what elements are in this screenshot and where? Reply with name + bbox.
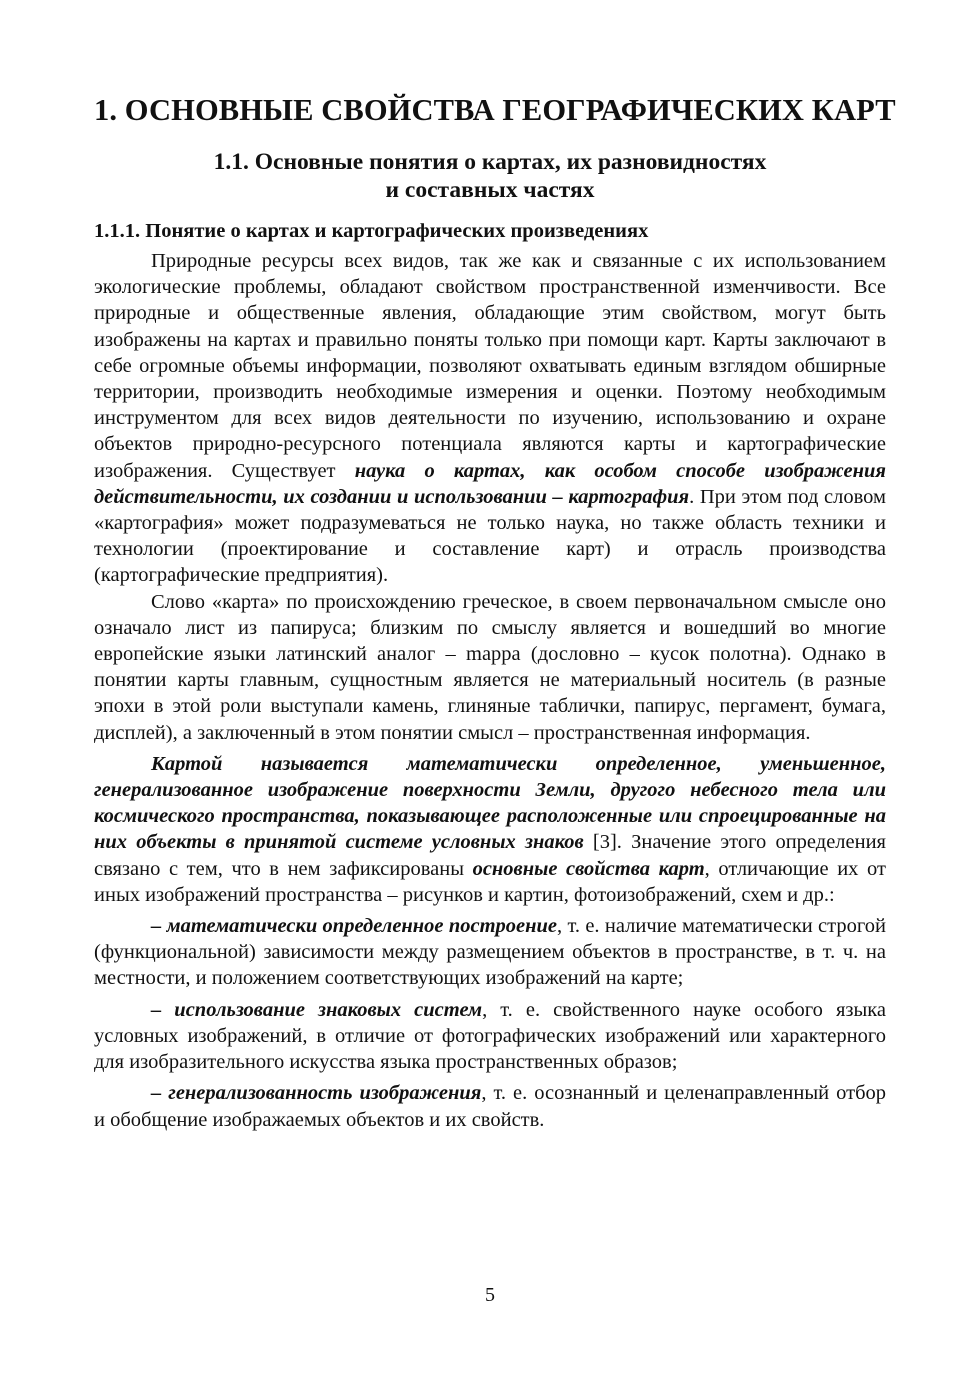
page-number: 5	[485, 1284, 495, 1306]
list-item-text: , т. е. наличие математически строгой (функциональной) зависимости между размещением объектов в пространстве, в т. ч. на местности, и положением соответствующих изображений на карте;	[94, 915, 886, 990]
paragraph-3	[94, 751, 886, 908]
map-definition: Картой называется математически определенное, уменьшенное, генерализованное изображение поверхности Земли, другого небесного тела или космического пространства, показывающее расположенные или спроецированные на них объекты в принятой системе условных знаков	[94, 752, 886, 854]
paragraph-1-text: Природные ресурсы всех видов, так же как и связанные с их использованием экологические проблемы, обладают свойством пространственной изменчивости. Все природные и общественные явления, обладающие этим свойством, могут быть изображены на картах и правильно поняты только при помощи карт. Карты заключают в себе огромные объемы информации, позволяют охватывать единым взглядом обширные территории, производить необходимые измерения и оценки. Поэтому необходимым инструментом для всех видов деятельности по изучению, использованию и охране объектов природно-ресурсного потенциала являются карты и картографические изображения. Существует	[94, 250, 886, 482]
list-item-text: , т. е. осознанный и целенаправленный отбор и обобщение изображаемых объектов и их свойств.	[94, 1082, 886, 1131]
paragraph-3-tail: , отличающие их от иных изображений пространства – рисунков и картин, фотоизображений, схем и др.:	[94, 857, 886, 906]
list-item	[94, 1080, 886, 1132]
chapter-title: 1. ОСНОВНЫЕ СВОЙСТВА ГЕОГРАФИЧЕСКИХ КАРТ	[94, 93, 896, 127]
list-item-term: – математически определенное построение	[151, 915, 558, 938]
list-item-text: , т. е. свойственного науке особого языка условных изображений, в отличие от фотографических изображений или характерного для изобразительного искусства языка пространственных образов;	[94, 998, 887, 1074]
cartography-definition: наука о картах, как особом способе изображения действительности, их создании и использовании – картография	[94, 459, 886, 508]
document-page	[94, 88, 896, 1133]
paragraph-2: Слово «карта» по происхождению греческое, в своем первоначальном смысле оно означало лист из папируса; близким по смыслу является и вошедший во многие европейские языки латинский аналог – mappa (дословно – кусок полотна). Однако в понятии карты главным, сущностным является не материальный носитель (в разные эпохи в этой роли выступали камень, глиняные таблички, папирус, пергамент, бумага, дисплей), а заключенный в этом понятии смысл – пространственная информация.	[94, 590, 886, 744]
paragraph-1	[94, 248, 886, 589]
list-item	[94, 913, 886, 992]
section-title-line2: и составных частях	[385, 177, 595, 203]
section-title-line1: 1.1. Основные понятия о картах, их разновидностях	[213, 149, 767, 175]
list-item-term: – генерализованность изображения	[151, 1082, 482, 1105]
list-item-term: – использование знаковых систем	[151, 998, 483, 1021]
body-text	[94, 248, 886, 1133]
paragraph-3-text: [3]. Значение этого определения связано с тем, что в нем зафиксированы	[94, 831, 886, 880]
subsection-title: 1.1.1. Понятие о картах и картографических произведениях	[94, 220, 649, 242]
main-properties-term: основные свойства карт	[472, 857, 705, 880]
paragraph-1-tail: . При этом под словом «картография» может подразумеваться не только наука, но также область техники и технологии (проектирование и составление карт) и отрасль производства (картографические предприятия).	[94, 485, 886, 587]
section-title	[94, 148, 886, 204]
list-item	[94, 997, 886, 1076]
